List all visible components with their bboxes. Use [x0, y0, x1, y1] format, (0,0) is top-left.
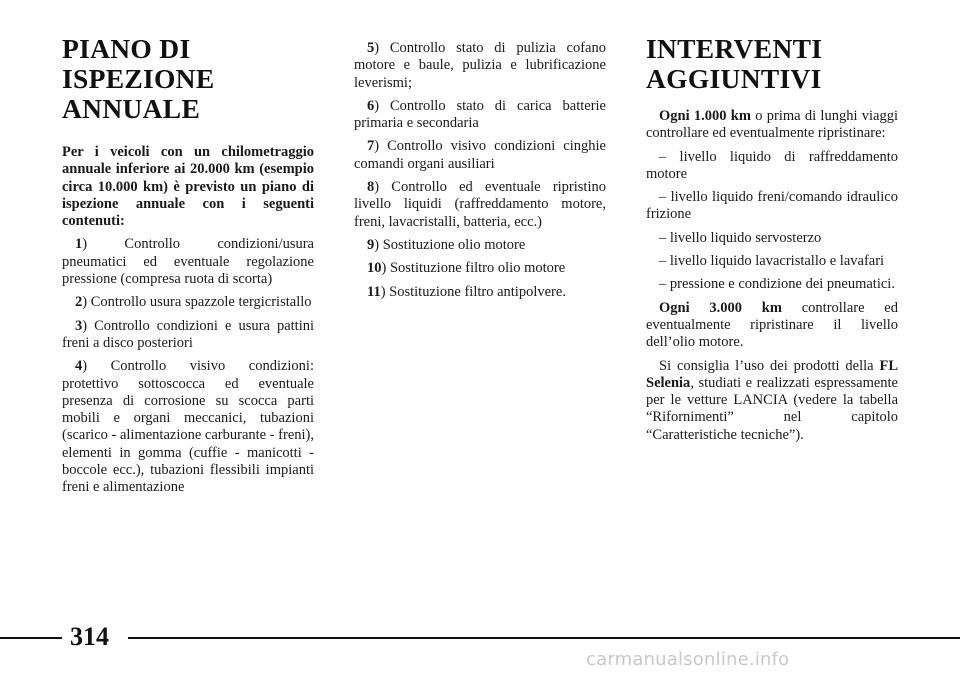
- item-number: 7: [367, 138, 375, 155]
- paragraph-every-3000km: [646, 300, 898, 352]
- bold-interval: Ogni 1.000 km: [659, 108, 751, 124]
- section-title-annual-inspection: [62, 34, 314, 124]
- item-text: ) Controllo usura spazzole tergicristallo: [82, 294, 312, 311]
- inspection-item: [354, 40, 606, 92]
- inspection-item: [62, 318, 314, 353]
- item-text: ) Sostituzione filtro antipolvere.: [380, 283, 566, 300]
- title-line: INTERVENTI: [646, 33, 823, 64]
- item-number: 4: [75, 358, 83, 375]
- item-text: ) Controllo visivo condizioni: protettivo sottoscocca ed eventuale presenza di corrosione su scocca parti mobili e organi meccanici, tubazioni (scarico - alimentazione carburante - freni), elementi in gomma (cuffie - manicotti - boccole ecc.), tubazioni flessibili impianti freni e alimentazione: [62, 358, 314, 496]
- item-text: ) Sostituzione olio motore: [374, 236, 526, 253]
- title-line: ISPEZIONE: [62, 63, 215, 94]
- check-list-item: – livello liquido freni/comando idraulico frizione: [646, 189, 898, 223]
- inspection-item: [354, 98, 606, 133]
- item-text: ) Controllo visivo condizioni cinghie comandi organi ausiliari: [354, 138, 606, 172]
- item-text: ) Controllo condizioni/usura pneumatici ed eventuale regolazione pressione (compresa ruota di scorta): [62, 236, 314, 288]
- paragraph-every-1000km: [646, 108, 898, 143]
- item-number: 6: [367, 97, 375, 114]
- title-line: ANNUALE: [62, 93, 201, 124]
- intro-paragraph: Per i veicoli con un chilometraggio annuale inferiore ai 20.000 km (esempio circa 10.000 km) è previsto un piano di ispezione annuale con i seguenti contenuti:: [62, 144, 314, 230]
- inspection-item: [354, 260, 606, 277]
- check-list-item: – livello liquido di raffreddamento motore: [646, 148, 898, 182]
- item-number: 1: [75, 236, 83, 253]
- check-list-item: – pressione e condizione dei pneumatici.: [659, 276, 895, 293]
- item-number: 3: [75, 317, 83, 334]
- item-text: ) Sostituzione filtro olio motore: [381, 260, 566, 277]
- inspection-item: [62, 358, 314, 496]
- paragraph-text: controllare ed eventualmente ripristinare il livello dell’olio motore.: [646, 299, 898, 351]
- item-number: 2: [75, 294, 83, 311]
- bold-interval: Ogni 3.000 km: [659, 299, 782, 316]
- item-text: ) Controllo stato di pulizia cofano motore e baule, pulizia e lubrificazione leverismi;: [354, 40, 606, 91]
- title-line: AGGIUNTIVI: [646, 63, 822, 94]
- left-column: [62, 30, 314, 497]
- item-number: 8: [367, 179, 375, 196]
- item-text: ) Controllo ed eventuale ripristino livello liquidi (raffreddamento motore, freni, lavacristalli, batteria, ecc.): [354, 179, 606, 230]
- footer-rule-left: [0, 637, 62, 639]
- paragraph-text: , studiati e realizzati espressamente per le vetture LANCIA (vedere la tabella “Rifornimenti” nel capitolo “Caratteristiche tecniche”).: [646, 374, 898, 443]
- paragraph-text: o prima di lunghi viaggi controllare ed eventualmente ripristinare:: [646, 108, 898, 142]
- brand-name: FL Selenia: [646, 357, 898, 391]
- title-line: PIANO DI: [62, 33, 191, 64]
- section-title-additional-interventions: [646, 34, 898, 94]
- check-list-item: – livello liquido lavacristallo e lavafari: [659, 253, 885, 270]
- middle-column: [354, 34, 606, 301]
- item-text: ) Controllo condizioni e usura pattini freni a disco posteriori: [62, 317, 314, 351]
- item-text: ) Controllo stato di carica batterie primaria e secondaria: [354, 97, 606, 132]
- inspection-item: [354, 179, 606, 231]
- item-number: 11: [367, 283, 381, 300]
- inspection-item: [62, 236, 314, 288]
- inspection-item: [354, 237, 606, 254]
- check-list-item: – livello liquido servosterzo: [659, 229, 822, 246]
- item-number: 9: [367, 236, 375, 253]
- item-number: 10: [367, 260, 382, 277]
- inspection-item: [62, 294, 314, 311]
- paragraph-recommended-products: [646, 358, 898, 444]
- paragraph-text: Si consiglia l’uso dei prodotti della: [659, 357, 880, 374]
- inspection-item: [354, 284, 606, 301]
- item-number: 5: [367, 40, 375, 56]
- page-number: 314: [70, 622, 109, 651]
- inspection-item: [354, 138, 606, 173]
- right-column: [646, 30, 898, 444]
- watermark: carmanualsonline.info: [586, 649, 790, 670]
- footer-rule-right: [128, 637, 960, 639]
